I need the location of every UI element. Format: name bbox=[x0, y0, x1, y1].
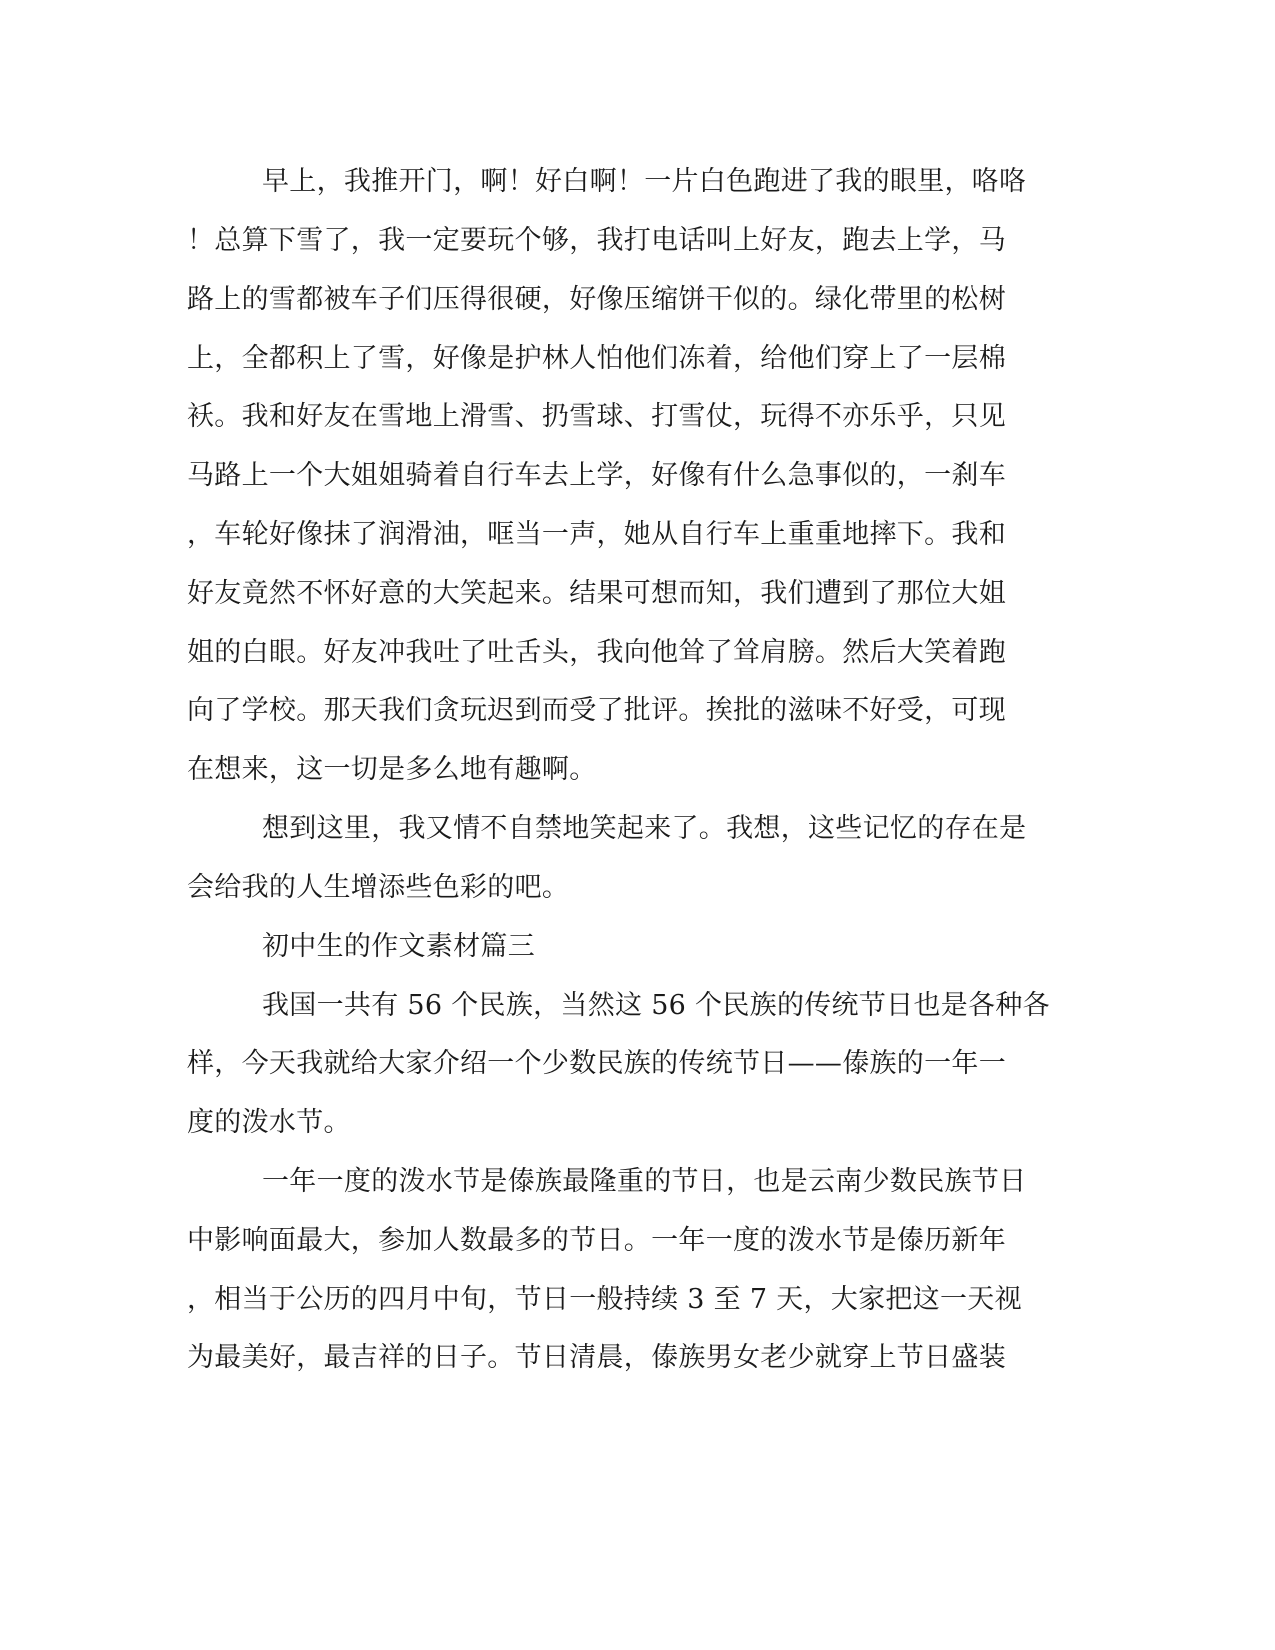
paragraph-line: 马路上一个大姐姐骑着自行车去上学，好像有什么急事似的，一刹车 bbox=[187, 460, 1006, 491]
paragraph-line: 向了学校。那天我们贪玩迟到而受了批评。挨批的滋味不好受，可现 bbox=[187, 695, 1006, 726]
paragraph-line: 中影响面最大，参加人数最多的节日。一年一度的泼水节是傣历新年 bbox=[187, 1225, 1006, 1256]
paragraph-line: 度的泼水节。 bbox=[187, 1107, 351, 1138]
paragraph-line: ，相当于公历的四月中旬，节日一般持续 3 至 7 天，大家把这一天视 bbox=[187, 1284, 1022, 1315]
paragraph-line: 路上的雪都被车子们压得很硬，好像压缩饼干似的。绿化带里的松树 bbox=[187, 284, 1006, 315]
paragraph-line: 样，今天我就给大家介绍一个少数民族的传统节日——傣族的一年一 bbox=[187, 1048, 1006, 1079]
paragraph-line: 一年一度的泼水节是傣族最隆重的节日，也是云南少数民族节日 bbox=[262, 1166, 1027, 1197]
paragraph-line: 为最美好，最吉祥的日子。节日清晨，傣族男女老少就穿上节日盛装 bbox=[187, 1342, 1006, 1373]
paragraph-line: 我国一共有 56 个民族，当然这 56 个民族的传统节日也是各种各 bbox=[262, 990, 1050, 1021]
paragraph-line: 想到这里，我又情不自禁地笑起来了。我想，这些记忆的存在是 bbox=[262, 813, 1027, 844]
paragraph-line: 在想来，这一切是多么地有趣啊。 bbox=[187, 754, 597, 785]
paragraph-line: 上，全都积上了雪，好像是护林人怕他们冻着，给他们穿上了一层棉 bbox=[187, 343, 1006, 374]
paragraph-line: 姐的白眼。好友冲我吐了吐舌头，我向他耸了耸肩膀。然后大笑着跑 bbox=[187, 637, 1006, 668]
paragraph-line: 好友竟然不怀好意的大笑起来。结果可想而知，我们遭到了那位大姐 bbox=[187, 578, 1006, 609]
section-heading: 初中生的作文素材篇三 bbox=[262, 931, 535, 962]
paragraph-line: 早上，我推开门，啊！好白啊！一片白色跑进了我的眼里，咯咯 bbox=[262, 166, 1027, 197]
paragraph-line: 袄。我和好友在雪地上滑雪、扔雪球、打雪仗，玩得不亦乐乎，只见 bbox=[187, 401, 1006, 432]
paragraph-line: 会给我的人生增添些色彩的吧。 bbox=[187, 872, 570, 903]
paragraph-line: ！总算下雪了，我一定要玩个够，我打电话叫上好友，跑去上学，马 bbox=[187, 225, 1006, 256]
paragraph-line: ，车轮好像抹了润滑油，哐当一声，她从自行车上重重地摔下。我和 bbox=[187, 519, 1006, 550]
